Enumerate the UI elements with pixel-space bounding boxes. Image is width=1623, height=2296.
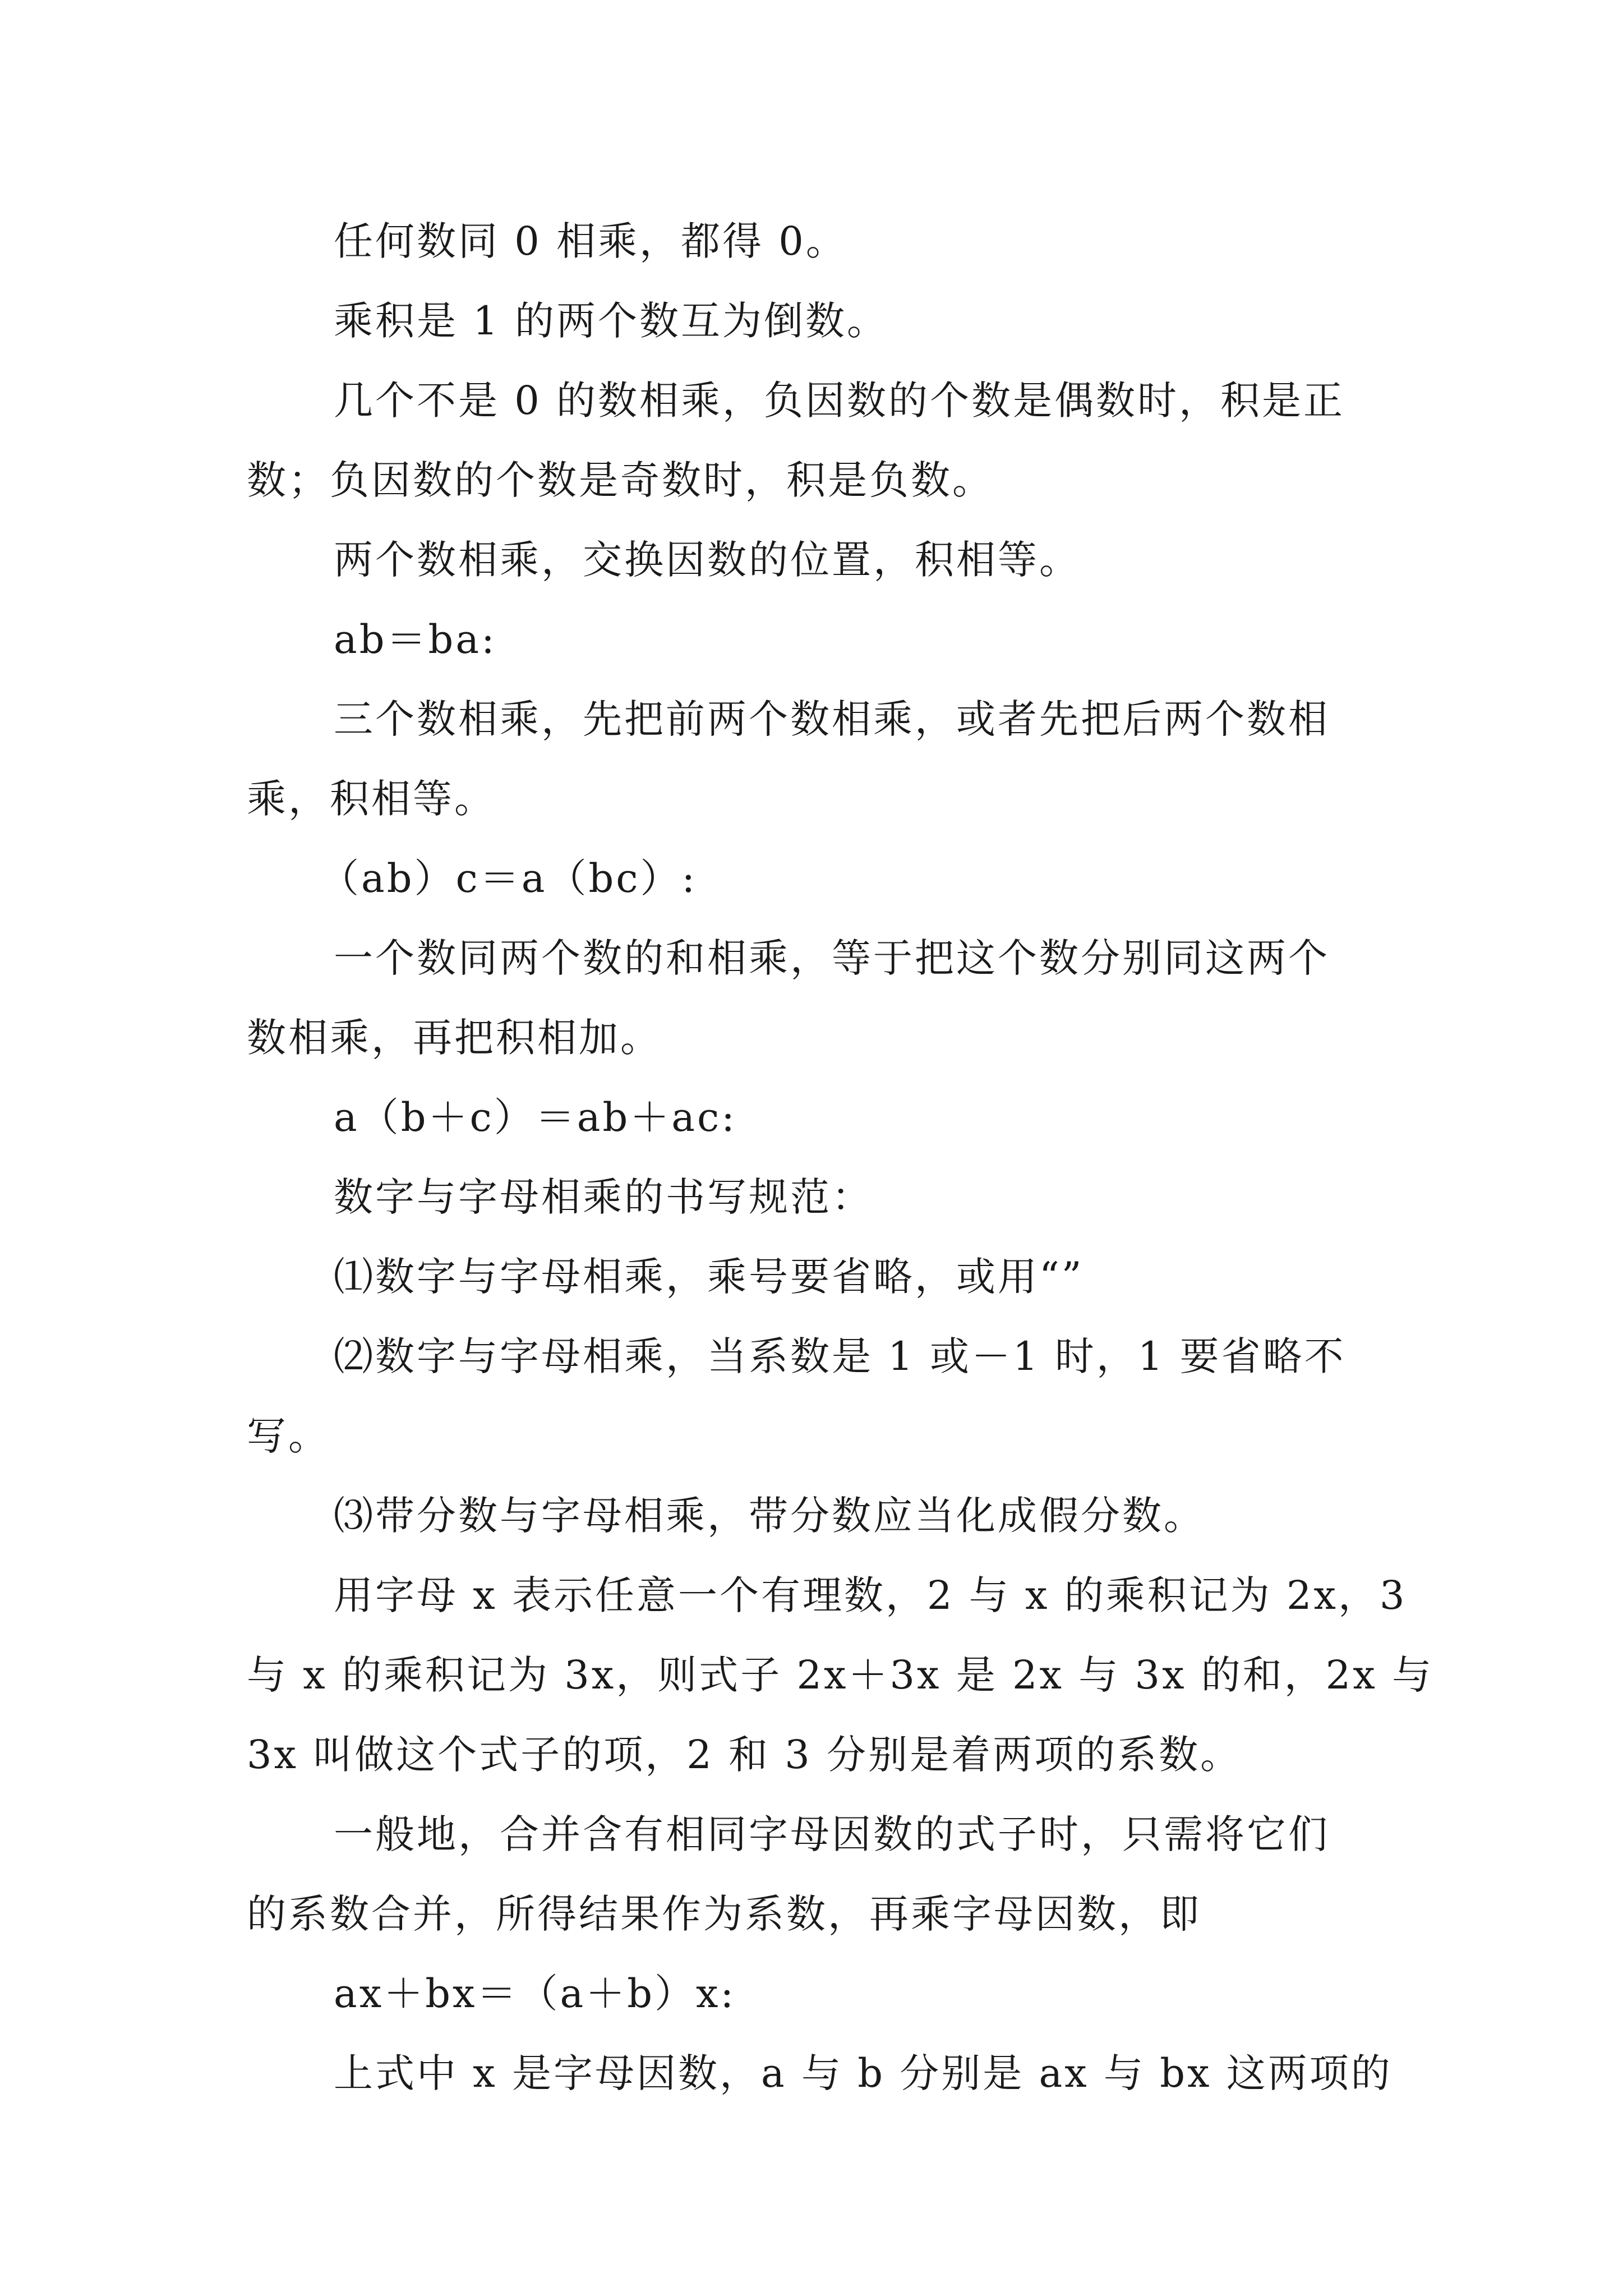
formula-line: a（b＋c）＝ab＋ac: (334, 1094, 737, 1140)
text-line: 两个数相乘，交换因数的位置，积相等。 (334, 537, 1081, 583)
text-line: 数；负因数的个数是奇数时，积是负数。 (247, 457, 994, 503)
text-line: 一般地，合并含有相同字母因数的式子时，只需将它们 (334, 1811, 1330, 1857)
formula-line: ab＝ba: (334, 616, 497, 662)
list-item: ⑵数字与字母相乘，当系数是 1 或－1 时，1 要省略不 (334, 1333, 1346, 1379)
text-line: 数相乘，再把积相加。 (247, 1015, 662, 1061)
list-item: ⑶带分数与字母相乘，带分数应当化成假分数。 (334, 1493, 1205, 1539)
text-line: 写。 (247, 1413, 330, 1459)
text-line: 与 x 的乘积记为 3x，则式子 2x＋3x 是 2x 与 3x 的和，2x 与 (247, 1652, 1434, 1698)
formula-line: （ab）c＝a（bc）: (320, 855, 698, 901)
text-line: 三个数相乘，先把前两个数相乘，或者先把后两个数相 (334, 696, 1330, 742)
formula-line: ax＋bx＝（a＋b）x: (334, 1971, 736, 2017)
text-line: 几个不是 0 的数相乘，负因数的个数是偶数时，积是正 (334, 378, 1345, 424)
text-line: 数字与字母相乘的书写规范： (334, 1174, 873, 1220)
text-line: 任何数同 0 相乘，都得 0。 (334, 218, 847, 264)
text-line: 的系数合并，所得结果作为系数，再乘字母因数，即 (247, 1891, 1201, 1937)
text-line: 上式中 x 是字母因数，a 与 b 分别是 ax 与 bx 这两项的 (334, 2050, 1393, 2096)
text-line: 用字母 x 表示任意一个有理数，2 与 x 的乘积记为 2x，3 (334, 1572, 1407, 1618)
text-line: 乘，积相等。 (247, 776, 496, 822)
text-line: 乘积是 1 的两个数互为倒数。 (334, 298, 889, 344)
list-item: ⑴数字与字母相乘，乘号要省略，或用“” (334, 1254, 1084, 1300)
text-line: 一个数同两个数的和相乘，等于把这个数分别同这两个 (334, 935, 1330, 981)
text-line: 3x 叫做这个式子的项，2 和 3 分别是着两项的系数。 (247, 1732, 1242, 1778)
